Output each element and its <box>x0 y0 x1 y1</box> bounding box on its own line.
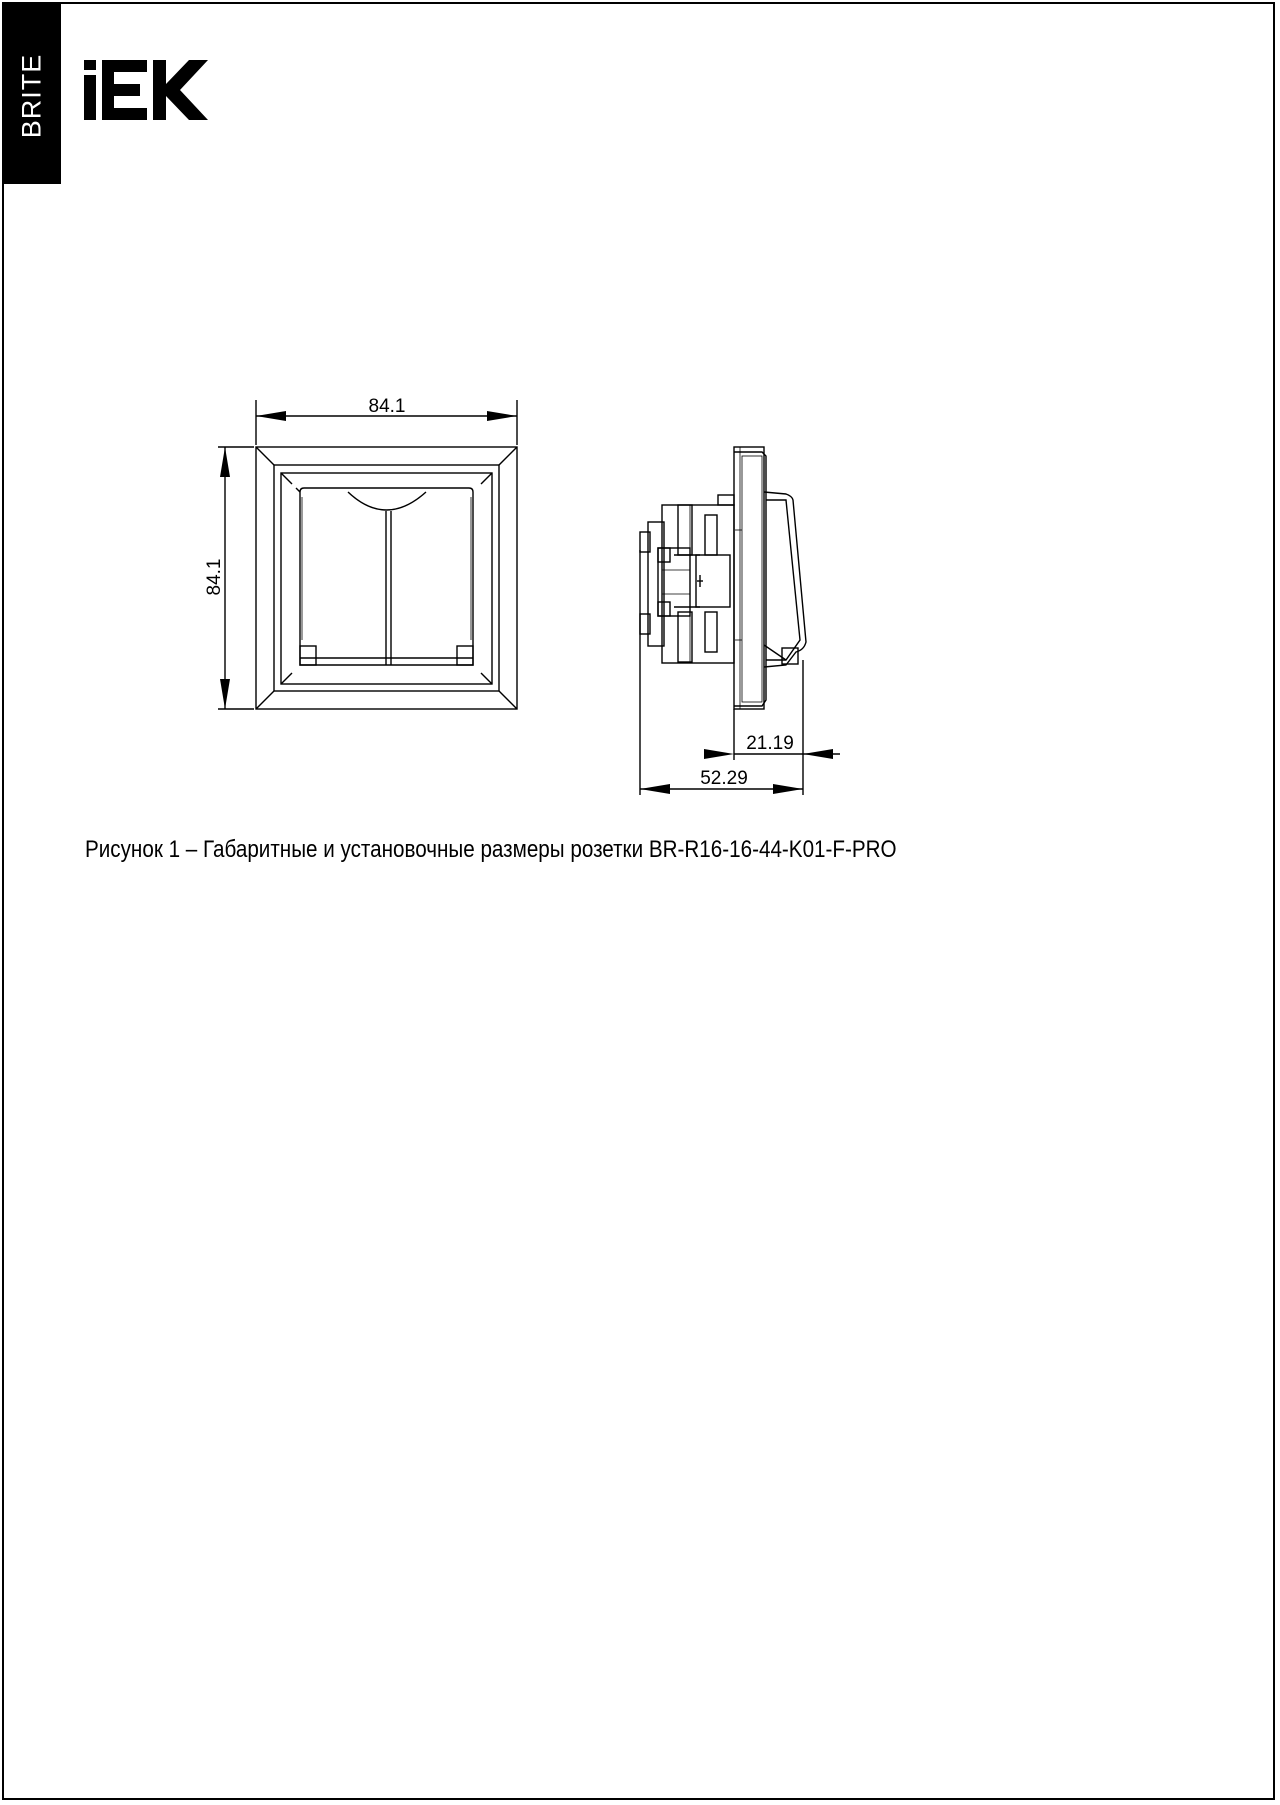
dimension-arrows <box>220 411 833 794</box>
dim-front-depth: 21.19 <box>746 733 794 754</box>
dim-front-height: 84.1 <box>204 558 225 596</box>
side-view <box>640 447 840 795</box>
series-label: BRITE <box>16 53 47 139</box>
figure-caption: Рисунок 1 – Габаритные и установочные размеры розетки BR-R16-16-44-K01-F-PRO <box>85 836 897 863</box>
front-view <box>218 400 517 709</box>
dim-total-depth: 52.29 <box>700 768 748 789</box>
dim-front-width: 84.1 <box>368 396 406 417</box>
